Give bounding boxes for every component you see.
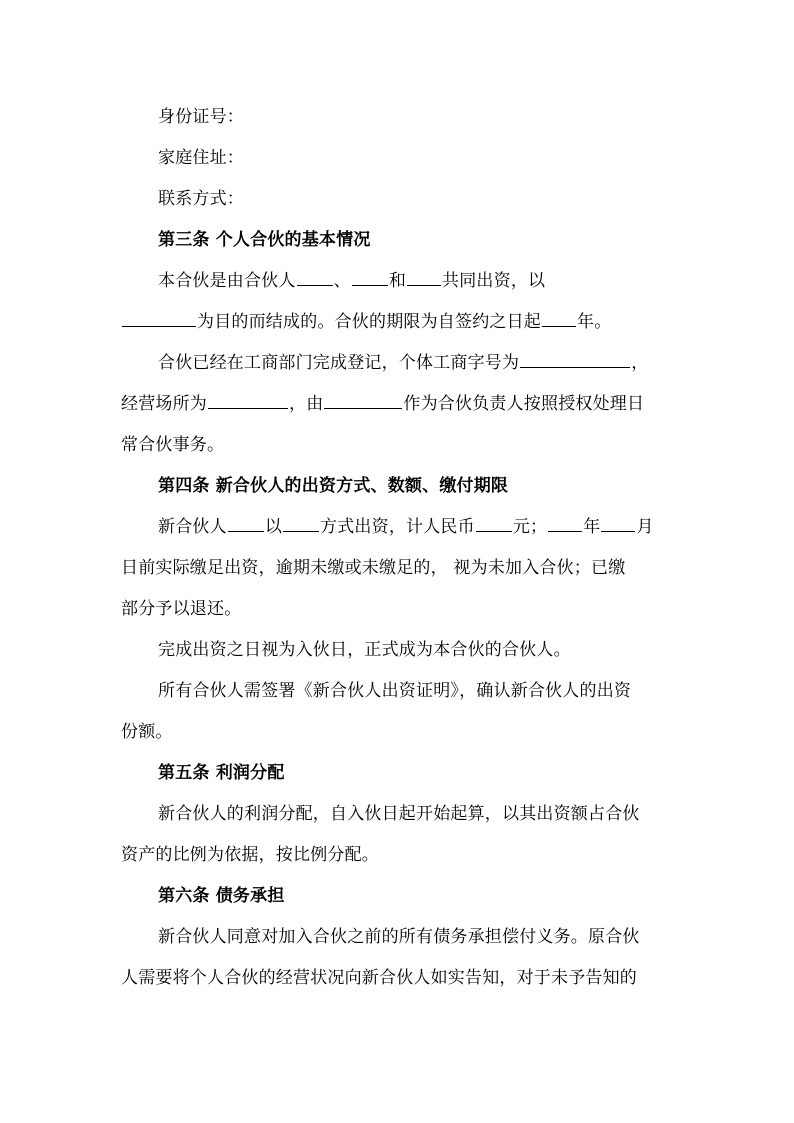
text-run: 和 <box>388 271 407 291</box>
article-3-paragraph-1-line-2 <box>121 302 677 343</box>
text-run: 、 <box>333 271 351 291</box>
text-run: 合伙已经在工商部门完成登记，个体工商字号为 <box>158 353 520 373</box>
purpose-blank <box>122 312 196 327</box>
article-3-paragraph-2-line-2 <box>121 384 677 425</box>
business-name-blank <box>520 353 630 368</box>
article-6-paragraph-1-line-1: 新合伙人同意对加入合伙之前的所有债务承担偿付义务。原合伙 <box>158 927 640 947</box>
text-run: 年。 <box>577 312 612 332</box>
business-place-blank <box>208 394 288 409</box>
text-run: 作为合伙负责人按照授权处理日 <box>403 394 645 414</box>
article-3-paragraph-1-line-1 <box>121 261 677 302</box>
new-partner-blank <box>228 517 264 532</box>
text-run: 月 <box>636 517 654 537</box>
text-run: 元； <box>512 517 548 537</box>
partner-name-blank <box>297 271 333 286</box>
text-run: 共同出资，以 <box>442 271 546 291</box>
article-4-paragraph-3-line-2: 份额。 <box>121 722 173 742</box>
amount-blank <box>476 517 512 532</box>
text-run: 以 <box>264 517 283 537</box>
text-run: 新合伙人 <box>158 517 227 537</box>
text-run: 方式出资，计人民币 <box>320 517 475 537</box>
text-run: 本合伙是由合伙人 <box>158 271 296 291</box>
text-run: ， <box>631 353 649 373</box>
article-4-paragraph-1-line-3: 部分予以退还。 <box>121 599 242 619</box>
article-4-paragraph-3-line-1: 所有合伙人需签署《新合伙人出资证明》，确认新合伙人的出资 <box>158 681 632 701</box>
text-run: 年 <box>583 517 601 537</box>
article-4-paragraph-1-line-1 <box>121 507 677 548</box>
article-6-paragraph-1-line-2: 人需要将个人合伙的经营状况向新合伙人如实告知，对于未予告知的 <box>121 968 637 988</box>
article-4-paragraph-1-line-2: 日前实际缴足出资，逾期未缴或未缴足的， 视为未加入合伙；已缴 <box>121 558 626 578</box>
responsible-person-blank <box>324 394 402 409</box>
term-years-blank <box>542 312 576 327</box>
contact-line: 联系方式： <box>158 189 244 209</box>
document-body <box>121 97 677 999</box>
article-4-heading: 第四条 新合伙人的出资方式、数额、缴付期限 <box>158 476 509 496</box>
article-5-paragraph-1-line-2: 资产的比例为依据，按比例分配。 <box>121 845 379 865</box>
article-3-heading: 第三条 个人合伙的基本情况 <box>158 230 371 250</box>
partner-name-blank <box>352 271 388 286</box>
text-run: ，由 <box>289 394 324 414</box>
text-run: 经营场所为 <box>121 394 207 414</box>
article-5-heading: 第五条 利润分配 <box>158 763 285 783</box>
month-blank <box>601 517 635 532</box>
text-run: 为目的而结成的。合伙的期限为自签约之日起 <box>197 312 541 332</box>
partner-name-blank <box>407 271 441 286</box>
year-blank <box>548 517 582 532</box>
article-5-paragraph-1-line-1: 新合伙人的利润分配，自入伙日起开始起算，以其出资额占合伙 <box>158 804 640 824</box>
contribution-method-blank <box>283 517 319 532</box>
article-4-paragraph-2: 完成出资之日视为入伙日，正式成为本合伙的合伙人。 <box>158 640 571 660</box>
id-number-line: 身份证号： <box>158 107 244 127</box>
article-6-heading: 第六条 债务承担 <box>158 886 285 906</box>
home-address-line: 家庭住址： <box>158 148 244 168</box>
article-3-paragraph-2-line-3: 常合伙事务。 <box>121 435 225 455</box>
article-3-paragraph-2-line-1 <box>121 343 677 384</box>
